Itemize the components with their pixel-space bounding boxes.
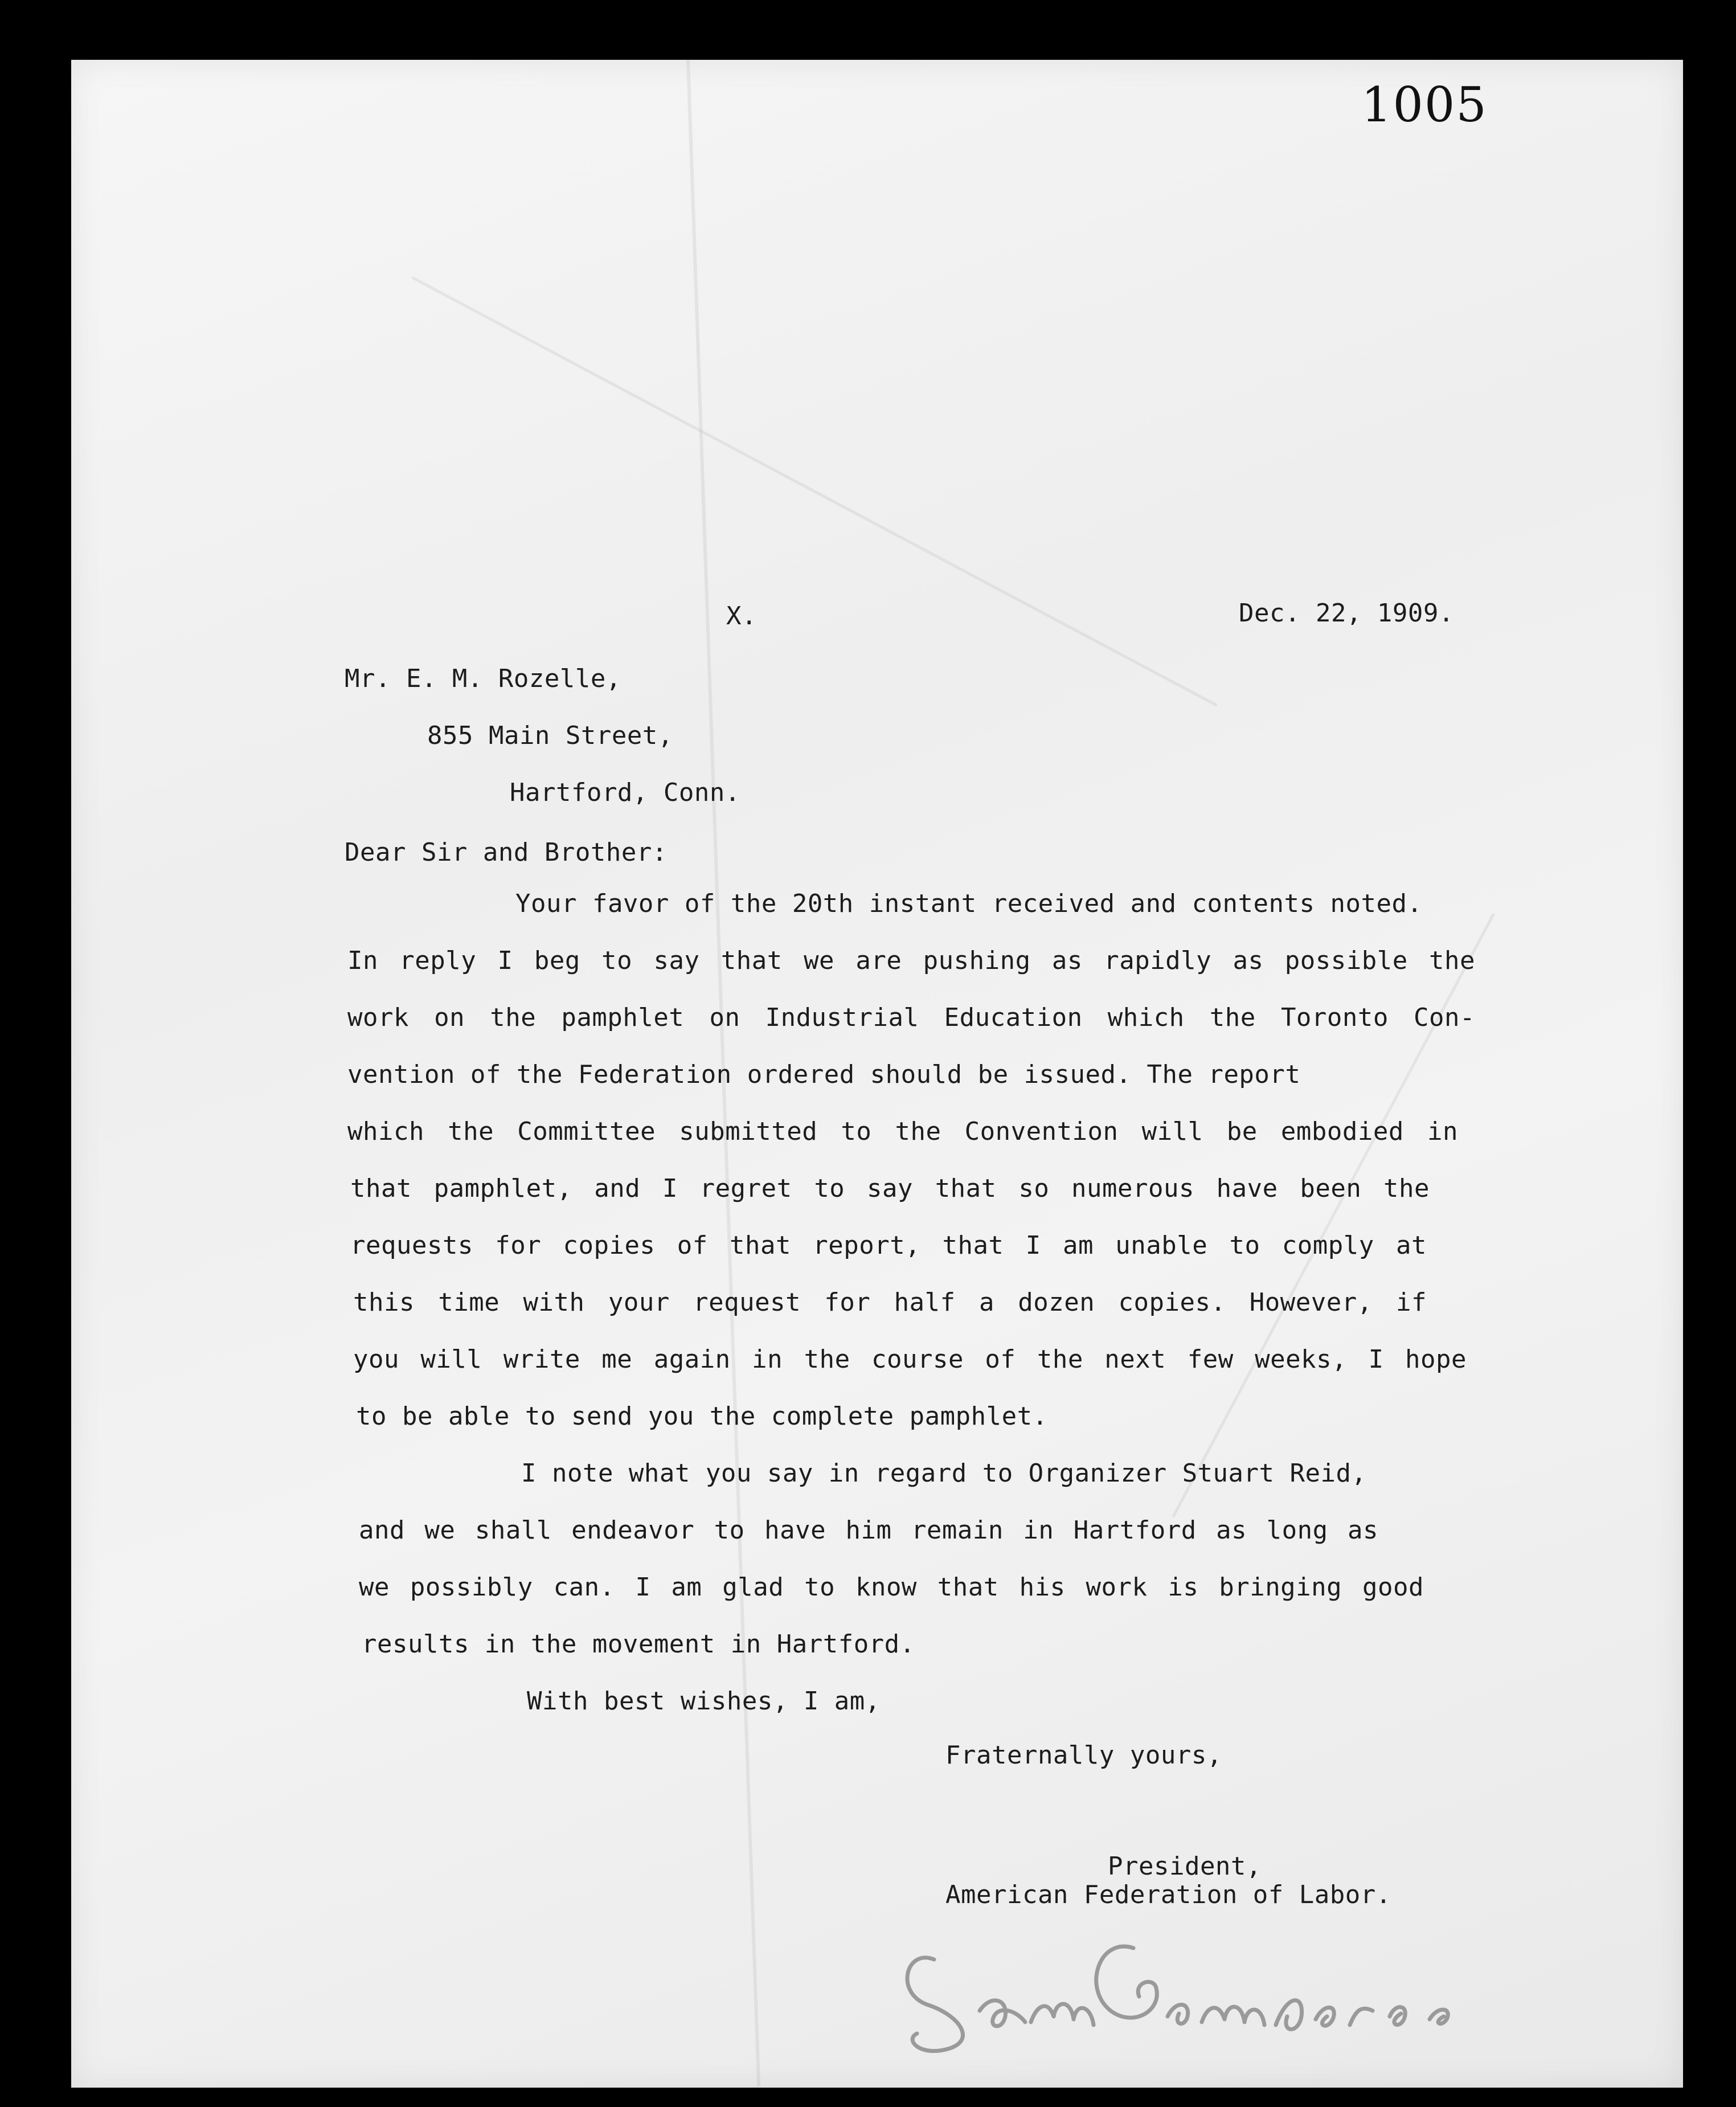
body-line: that pamphlet, and I regret to say that so numerous have been the (350, 1174, 1430, 1203)
paper-crease (412, 276, 1218, 707)
body-line: I note what you say in regard to Organizer Stuart Reid, (521, 1459, 1367, 1488)
body-line: which the Committee submitted to the Convention will be embodied in (347, 1117, 1458, 1146)
file-mark: X. (726, 602, 757, 631)
body-line: and we shall endeavor to have him remain in Hartford as long as (359, 1516, 1378, 1545)
handwritten-signature (894, 1925, 1555, 2056)
recipient-name: Mr. E. M. Rozelle, (345, 664, 621, 693)
body-line: In reply I beg to say that we are pushing as rapidly as possible the (347, 946, 1475, 975)
complimentary-close: Fraternally yours, (945, 1741, 1222, 1770)
body-line: Your favor of the 20th instant received and contents noted. (515, 889, 1423, 918)
recipient-city: Hartford, Conn. (510, 778, 740, 807)
body-line: requests for copies of that report, that I am unable to comply at (350, 1231, 1427, 1260)
organization-name: American Federation of Labor. (945, 1880, 1391, 1909)
page-number: 1005 (1361, 77, 1488, 133)
body-line: to be able to send you the complete pamphlet. (356, 1402, 1048, 1431)
body-line: work on the pamphlet on Industrial Education which the Toronto Con- (347, 1003, 1475, 1032)
signature-drawing (894, 1925, 1555, 2056)
body-line: vention of the Federation ordered should be issued. The report (347, 1060, 1301, 1089)
body-line: we possibly can. I am glad to know that his work is bringing good (359, 1573, 1424, 1602)
closing-line: With best wishes, I am, (527, 1687, 881, 1716)
body-line: results in the movement in Hartford. (362, 1630, 915, 1659)
recipient-street: 855 Main Street, (427, 721, 673, 750)
salutation: Dear Sir and Brother: (345, 838, 668, 867)
signer-title: President, (1108, 1852, 1262, 1881)
body-line: you will write me again in the course of the next few weeks, I hope (353, 1345, 1467, 1374)
letter-date: Dec. 22, 1909. (1239, 599, 1454, 628)
body-line: this time with your request for half a dozen copies. However, if (353, 1288, 1427, 1317)
